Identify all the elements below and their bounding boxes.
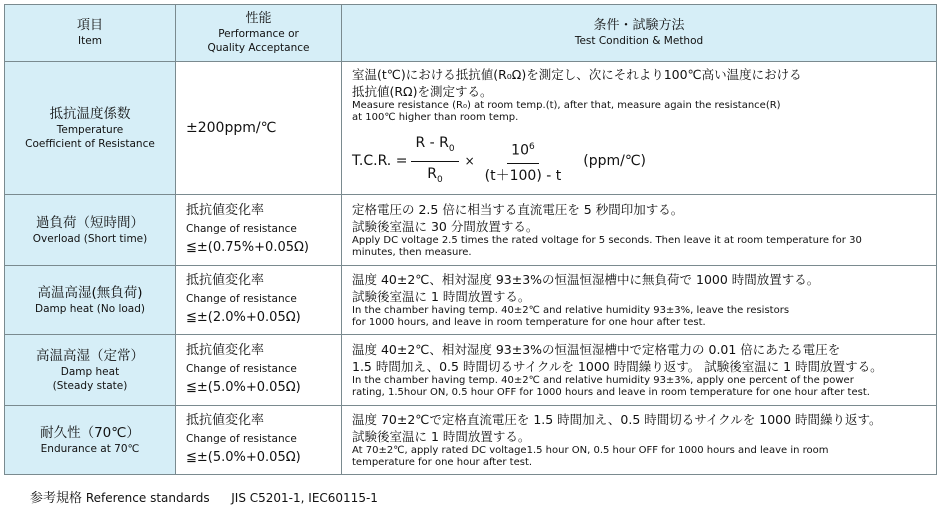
header-condition <box>342 5 937 62</box>
header-cond-en: Test Condition & Method <box>574 35 704 47</box>
table-row <box>5 405 937 474</box>
table-row <box>5 194 937 265</box>
performance-cell <box>176 265 342 334</box>
condition-jp: 試験後室温に 1 時間放置する。 <box>352 289 531 305</box>
formula-denominator-1: $R_0$ <box>427 165 443 185</box>
item-jp: 高温高湿(無負荷) <box>37 284 143 301</box>
item-en: Overload (Short time) <box>32 232 148 245</box>
condition-jp: 温度 40±2℃、相対湿度 93±3%の恒温恒湿槽中で定格電力の 0.01 倍にあたる電圧を <box>352 342 841 358</box>
condition-jp: 温度 70±2℃で定格直流電圧を 1.5 時間加え、0.5 時間切るサイクルを 1000 時間繰り返す。 <box>352 412 882 428</box>
item-jp: 耐久性（70℃） <box>40 424 140 441</box>
condition-en: In the chamber having temp. 40±2℃ and relative humidity 93±3%, leave the resistors <box>352 305 790 317</box>
item-jp: 過負荷（短時間） <box>36 214 144 231</box>
item-cell <box>5 62 176 195</box>
condition-jp: 試験後室温に 30 分間放置する。 <box>352 219 539 235</box>
condition-en: Measure resistance (R₀) at room temp.(t), after that, measure again the resistance(R) <box>352 100 781 111</box>
performance-label-jp: 抵抗値変化率 <box>186 272 265 288</box>
performance-cell <box>176 62 342 195</box>
reference-standard: IEC60115-1 <box>308 491 378 505</box>
condition-cell <box>342 194 937 265</box>
reference-label-en: Reference standards <box>85 491 210 505</box>
item-cell <box>5 265 176 334</box>
header-perf-en2: Quality Acceptance <box>207 42 310 54</box>
formula-numerator-2 <box>507 137 539 164</box>
header-perf-en1: Performance or <box>218 28 299 40</box>
performance-label-en: Change of resistance <box>186 362 297 375</box>
performance-label-jp: 抵抗値変化率 <box>186 342 265 358</box>
condition-cell <box>342 405 937 474</box>
performance-value: ≦±(5.0%+0.05Ω) <box>186 379 301 395</box>
condition-cell <box>342 265 937 334</box>
formula-unit: (ppm/℃) <box>583 153 647 170</box>
header-item-en: Item <box>78 35 102 47</box>
performance-label-jp: 抵抗値変化率 <box>186 202 265 218</box>
condition-cell <box>342 334 937 405</box>
formula-lhs: T.C.R. = <box>352 153 408 170</box>
condition-en: at 100℃ higher than room temp. <box>352 111 519 123</box>
performance-value: ±200ppm/℃ <box>186 119 277 136</box>
item-cell <box>5 405 176 474</box>
performance-value: ≦±(2.0%+0.05Ω) <box>186 309 301 325</box>
header-cond-jp: 条件・試験方法 <box>593 18 685 33</box>
header-item-jp: 項目 <box>76 18 103 33</box>
item-jp: 高温高湿（定常） <box>36 347 144 364</box>
reference-standards <box>30 487 378 506</box>
table-row <box>5 265 937 334</box>
performance-label-en: Change of resistance <box>186 222 297 235</box>
formula-sub: 0 <box>437 174 443 185</box>
condition-cell <box>342 62 937 195</box>
formula-sub: 0 <box>448 143 455 154</box>
formula-fraction-2 <box>481 137 566 186</box>
item-en: Coefficient of Resistance <box>25 137 155 150</box>
formula-denominator-2: (t＋100) - t <box>484 167 562 184</box>
condition-en: In the chamber having temp. 40±2℃ and relative humidity 93±3%, apply one percent of the power <box>352 375 854 387</box>
condition-en: rating, 1.5hour ON, 0.5 hour OFF for 1000 hours and leave in room temperature for one hour after test. <box>352 386 870 398</box>
condition-en: Apply DC voltage 2.5 times the rated voltage for 5 seconds. Then leave it at room temperature for 30 <box>352 235 862 247</box>
formula-num1-text: R - R <box>415 135 449 151</box>
item-en: Damp heat (No load) <box>34 302 145 315</box>
spec-table <box>4 4 937 475</box>
item-en: Temperature <box>56 123 124 136</box>
condition-jp: 抵抗値(RΩ)を測定する。 <box>352 84 493 99</box>
performance-cell <box>176 194 342 265</box>
formula-fraction-1 <box>411 133 458 190</box>
formula-numerator-1 <box>411 133 458 162</box>
condition-en: temperature for one hour after test. <box>352 456 533 468</box>
condition-jp: 1.5 時間加え、0.5 時間切るサイクルを 1000 時間繰り返す。 試験後室温に 1 時間放置する。 <box>352 359 883 375</box>
item-en: (Steady state) <box>52 379 128 392</box>
header-performance <box>176 5 342 62</box>
performance-cell <box>176 334 342 405</box>
performance-label-en: Change of resistance <box>186 292 297 305</box>
performance-cell <box>176 405 342 474</box>
performance-label-jp: 抵抗値変化率 <box>186 412 265 428</box>
condition-jp: 定格電圧の 2.5 倍に相当する直流電圧を 5 秒間印加する。 <box>352 202 684 218</box>
condition-en: for 1000 hours, and leave in room temperature for one hour after test. <box>352 316 706 328</box>
tcr-formula <box>352 133 928 190</box>
item-jp: 抵抗温度係数 <box>49 105 131 122</box>
performance-value: ≦±(0.75%+0.05Ω) <box>186 239 309 255</box>
item-en: Damp heat <box>60 365 120 378</box>
item-cell <box>5 194 176 265</box>
reference-label-jp: 参考規格 <box>30 491 83 506</box>
formula-sup: 6 <box>528 141 535 152</box>
formula-times: × <box>464 154 475 169</box>
performance-value: ≦±(5.0%+0.05Ω) <box>186 449 301 465</box>
condition-jp: 試験後室温に 1 時間放置する。 <box>352 429 531 445</box>
condition-en: minutes, then measure. <box>352 246 472 258</box>
condition-jp: 温度 40±2℃、相対湿度 93±3%の恒温恒湿槽中に無負荷で 1000 時間放置する。 <box>352 272 820 288</box>
table-row <box>5 62 937 195</box>
item-cell <box>5 334 176 405</box>
header-row <box>5 5 937 62</box>
reference-standard: JIS C5201-1, <box>231 491 305 505</box>
formula-num2-text: 10 <box>511 142 529 159</box>
header-perf-jp: 性能 <box>245 11 272 26</box>
header-item <box>5 5 176 62</box>
condition-jp: 室温(t℃)における抵抗値(R₀Ω)を測定し、次にそれより100℃高い温度における <box>352 67 802 82</box>
table-row <box>5 334 937 405</box>
performance-label-en: Change of resistance <box>186 432 297 445</box>
item-en: Endurance at 70℃ <box>40 442 140 455</box>
condition-en: At 70±2℃, apply rated DC voltage1.5 hour ON, 0.5 hour OFF for 1000 hours and leave in room <box>352 445 829 457</box>
